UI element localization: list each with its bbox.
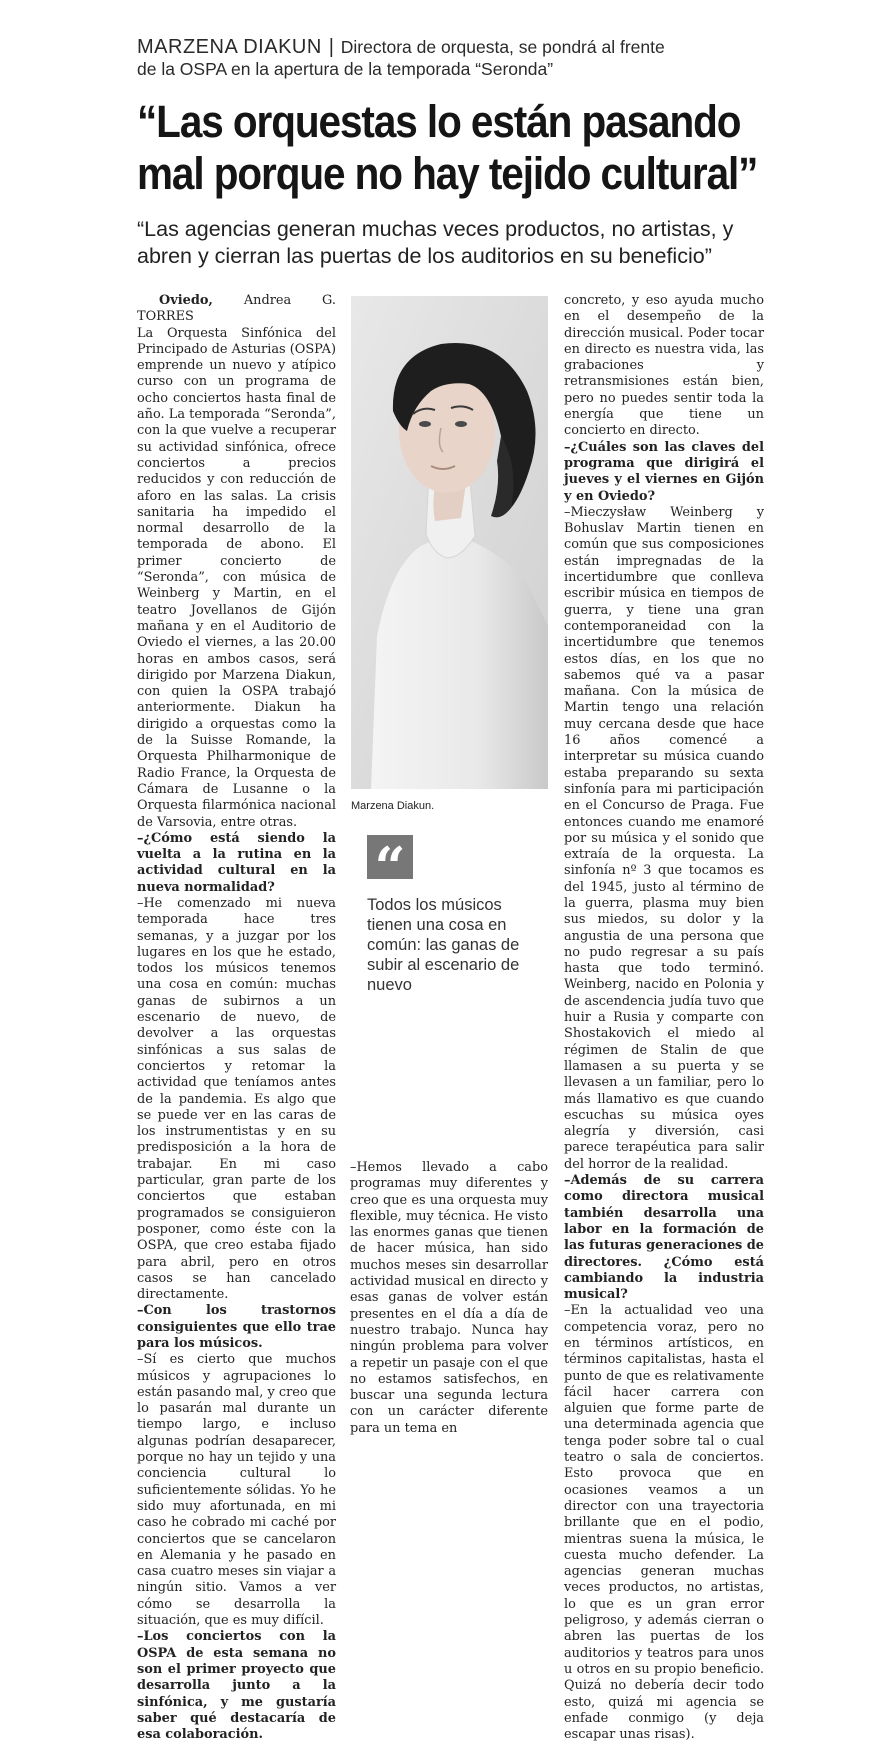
kicker-separator: |	[328, 36, 334, 58]
photo-caption: Marzena Diakun.	[351, 800, 435, 812]
quote-icon: “	[367, 835, 413, 879]
column-1-body	[137, 326, 336, 1743]
portrait-photo	[351, 296, 548, 789]
headline	[137, 96, 767, 200]
headline-line1: “Las orquestas lo están pasando	[137, 96, 741, 147]
subheadline-line1: “Las agencias generan muchas veces productos, no artistas, y	[137, 217, 734, 241]
interview-question: –¿Cómo está siendo la vuelta a la rutina en la actividad cultural en la nueva normalidad?	[137, 830, 336, 895]
pull-quote: Todos los músicos tienen una cosa en común: las ganas de subir al escenario de nuevo	[367, 896, 520, 994]
interviewee-name: MARZENA DIAKUN	[137, 36, 322, 58]
interview-question: –Los conciertos con la OSPA de esta semana no son el primer proyecto que desarrolla junto a la sinfónica, y me gustaría saber qué destacaría de esa colaboración.	[137, 1629, 336, 1743]
body-paragraph: –Hemos llevado a cabo programas muy diferentes y creo que es una orquesta muy flexible, muy técnica. He visto las enormes ganas que tienen de hacer música, han sido muchos meses sin desarrollar actividad musical en directo y esas ganas de volver están presentes en el día a día de nuestro trabajo. Nunca hay ningún problema para volver a repetir un pasaje con el que no estamos satisfechos, en buscar una segunda lectura con un carácter diferente para un tema en	[350, 1160, 548, 1436]
interview-question: –Además de su carrera como directora musical también desarrolla una labor en la formación de las futuras generaciones de directores. ¿Cómo está cambiando la industria musical?	[564, 1173, 764, 1303]
body-paragraph: –Mieczysław Weinberg y Bohuslav Martin tienen en común que sus composiciones están impregnadas de la incertidumbre que conlleva escribir música en tiempos de guerra, y tiene una gran contemporaneidad con la incertidumbre que tenemos estos días, en los que no sabemos qué va a pasar mañana. Con la música de Martin tengo una relación muy cercana desde que hace 16 años comencé a interpretar su música cuando estaba preparando su sexta sinfonía para mi participación en el Concurso de Praga. Fue entonces cuando me enamoré por su música y el sonido que extraía de la orquesta. La sinfonía nº 3 que tocamos es del 1945, justo al término de la guerra, plasma muy bien sus miedos, su dolor y la angustia de una persona que no pudo regresar a su país hasta que todo terminó. Weinberg, nacido en Polonia y de ascendencia judía tuvo que huir a Rusia y comparte con Shostakovich el miedo al régimen de Stalin de que llamasen a su puerta y se llevasen a un familiar, pero lo más llamativo es que cuando escuchas su música oyes alegría y diversión, casi parece terapéutica para salir del horror de la realidad.	[564, 504, 764, 1172]
kicker-description: Directora de orquesta, se pondrá al frente	[340, 37, 665, 57]
kicker	[137, 36, 817, 80]
article-column-1	[137, 293, 336, 1743]
body-paragraph: –He comenzado mi nueva temporada hace tres semanas, y a juzgar por los lugares en los que he estado, todos los músicos tenemos una cosa en común: muchas ganas de subirnos a un escenario de nuevo, de devolver a las orquestas sinfónicas a sus salas de conciertos y retomar la actividad que teníamos antes de la pandemia. Es algo que se puede ver en las caras de los instrumentistas y en su predisposición a la hora de trabajar. En mi caso particular, gran parte de los conciertos que estaban programados se consiguieron posponer, como éste con la OSPA, que creo estaba fijado para abril, pero en otros casos se han cancelado directamente.	[137, 895, 336, 1303]
body-paragraph: concreto, y eso ayuda mucho en el desempeño de la dirección musical. Poder tocar en directo es nuestra vida, las grabaciones y retransmisiones están bien, pero no puedes sentir toda la energía que tiene un concierto en directo.	[564, 293, 764, 439]
byline-place: Oviedo,	[159, 293, 213, 308]
article-column-3	[564, 293, 764, 1743]
body-paragraph: –Sí es cierto que muchos músicos y agrupaciones lo están pasando mal, y creo que lo pasarán mal durante un tiempo largo, e incluso algunas podrían desaparecer, porque no hay un tejido y una conciencia cultural lo suficientemente sólidas. Yo he sido muy afortunada, en mi caso he cobrado mi caché por conciertos que se cancelaron en Alemania y he pasado en casa cuatro meses sin viajar a ningún sitio. Vamos a ver cómo se desarrolla la situación, que es muy difícil.	[137, 1352, 336, 1629]
headline-line2: mal porque no hay tejido cultural”	[137, 148, 758, 199]
subheadline-line2: abren y cierran las puertas de los auditorios en su beneficio”	[137, 244, 712, 268]
article-column-2	[350, 1160, 548, 1437]
body-paragraph: La Orquesta Sinfónica del Principado de Asturias (OSPA) emprende un nuevo y atípico curso con un programa de ocho conciertos hasta final de año. La temporada “Seronda”, con la que vuelve a recuperar su actividad sinfónica, ofrece conciertos a precios reducidos y con reducción de aforo en las salas. La crisis sanitaria ha impedido el normal desarrollo de la temporada de abono. El primer concierto de “Seronda”, con música de Weinberg y Martin, en el teatro Jovellanos de Gijón mañana y en el Auditorio de Oviedo el viernes, a las 20.00 horas en ambos casos, será dirigido por Marzena Diakun, con quien la OSPA trabajó anteriormente. Diakun ha dirigido a orquestas como la de la Suisse Romande, la Orquesta Philharmonique de Radio France, la Orquesta de Cámara de Lusanne o la Orquesta filarmónica nacional de Varsovia, entre otras.	[137, 325, 336, 830]
subheadline	[137, 216, 797, 270]
byline	[137, 293, 336, 326]
interview-question: –¿Cuáles son las claves del programa que dirigirá el jueves y el viernes en Gijón y en Oviedo?	[564, 439, 764, 504]
portrait-illustration	[351, 296, 548, 789]
kicker-description-line2: de la OSPA en la apertura de la temporada “Seronda”	[137, 59, 554, 79]
byline-author: Andrea G. TORRES	[137, 293, 336, 325]
body-paragraph: –En la actualidad veo una competencia voraz, pero no en términos artísticos, en términos capitalistas, hasta el punto de que es relativamente fácil hacer carrera con alguien que forme parte de una determinada agencia que tenga poder sobre tal o cual teatro o sala de conciertos. Esto provoca que en ocasiones veamos a un director con una trayectoria brillante que en el podio, mientras suena la música, le cuesta mucho defender. La agencias generan muchas veces productos, no artistas, lo que es un gran error peligroso, y además cierran o abren las puertas de los auditorios y teatros para unos u otros en su propio beneficio. Quizá no debería decir todo esto, quizá mi agencia se enfade conmigo (y deja escapar unas risas).	[564, 1303, 764, 1743]
interview-question: –Con los trastornos consiguientes que ello trae para los músicos.	[137, 1303, 336, 1351]
